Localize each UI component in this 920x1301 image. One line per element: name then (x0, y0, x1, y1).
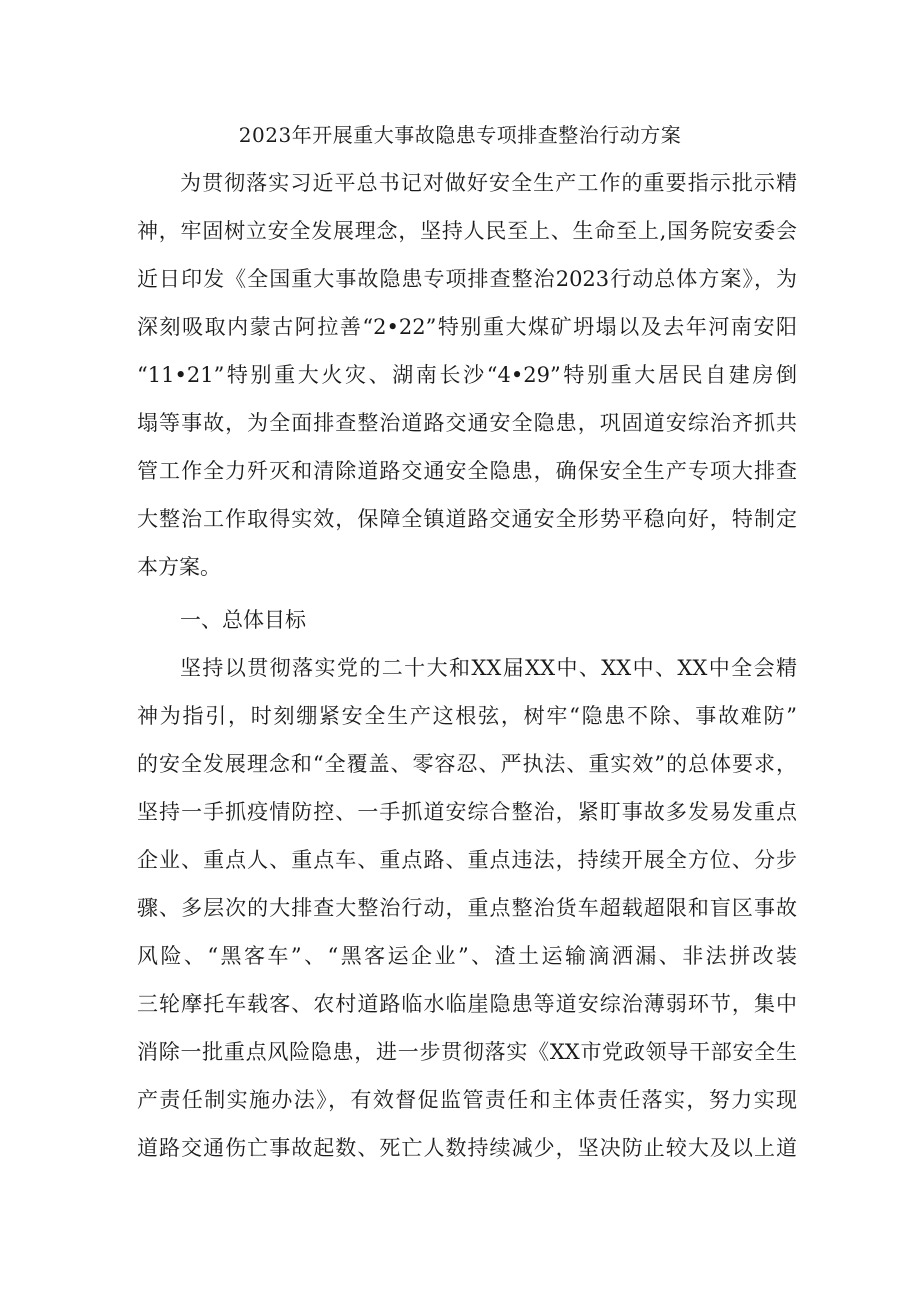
paragraph-line: 管工作全力歼灭和清除道路交通安全隐患，确保安全生产专项大排查 (137, 459, 797, 483)
document-title: 2023年开展重大事故隐患专项排查整治行动方案 (238, 123, 682, 147)
paragraph-line: 神为指引，时刻绷紧安全生产这根弦，树牢“隐患不除、事故难防” (137, 704, 797, 728)
paragraph-line: 风险、“黑客车”、“黑客运企业”、渣土运输滴洒漏、非法拼改装 (137, 944, 797, 968)
paragraph-line: 大整治工作取得实效，保障全镇道路交通安全形势平稳向好，特制定 (137, 507, 797, 531)
paragraph-line: 坚持一手抓疫情防控、一手抓道安综合整治，紧盯事故多发易发重点 (137, 800, 797, 824)
paragraph-line: 产责任制实施办法》，有效督促监管责任和主体责任落实，努力实现 (137, 1088, 797, 1112)
paragraph-line: 道路交通伤亡事故起数、死亡人数持续减少，坚决防止较大及以上道 (137, 1136, 797, 1160)
paragraph-line: 坚持以贯彻落实党的二十大和XX届XX中、XX中、XX中全会精 (180, 656, 797, 680)
paragraph-line: 消除一批重点风险隐患，进一步贯彻落实《XX市党政领导干部安全生 (137, 1040, 797, 1064)
section-heading: 一、总体目标 (180, 608, 306, 632)
paragraph-line: 骤、多层次的大排查大整治行动，重点整治货车超载超限和盲区事故 (137, 896, 797, 920)
paragraph-line: 企业、重点人、重点车、重点路、重点违法，持续开展全方位、分步 (137, 848, 797, 872)
paragraph-line: 的安全发展理念和“全覆盖、零容忍、严执法、重实效”的总体要求， (137, 752, 797, 776)
paragraph-line: 三轮摩托车载客、农村道路临水临崖隐患等道安综治薄弱环节，集中 (137, 992, 797, 1016)
paragraph-line: 深刻吸取内蒙古阿拉善“2•22”特别重大煤矿坍塌以及去年河南安阳 (137, 315, 797, 339)
paragraph-line: 近日印发《全国重大事故隐患专项排查整治2023行动总体方案》，为 (137, 267, 797, 291)
paragraph-line: 神，牢固树立安全发展理念，坚持人民至上、生命至上,国务院安委会 (137, 219, 797, 243)
paragraph-line: 为贯彻落实习近平总书记对做好安全生产工作的重要指示批示精 (180, 171, 797, 195)
paragraph-line: 塌等事故，为全面排查整治道路交通安全隐患，巩固道安综治齐抓共 (137, 411, 797, 435)
paragraph-line: “11•21”特别重大火灾、湖南长沙“4•29”特别重大居民自建房倒 (137, 363, 797, 387)
paragraph-line: 本方案。 (137, 555, 221, 579)
